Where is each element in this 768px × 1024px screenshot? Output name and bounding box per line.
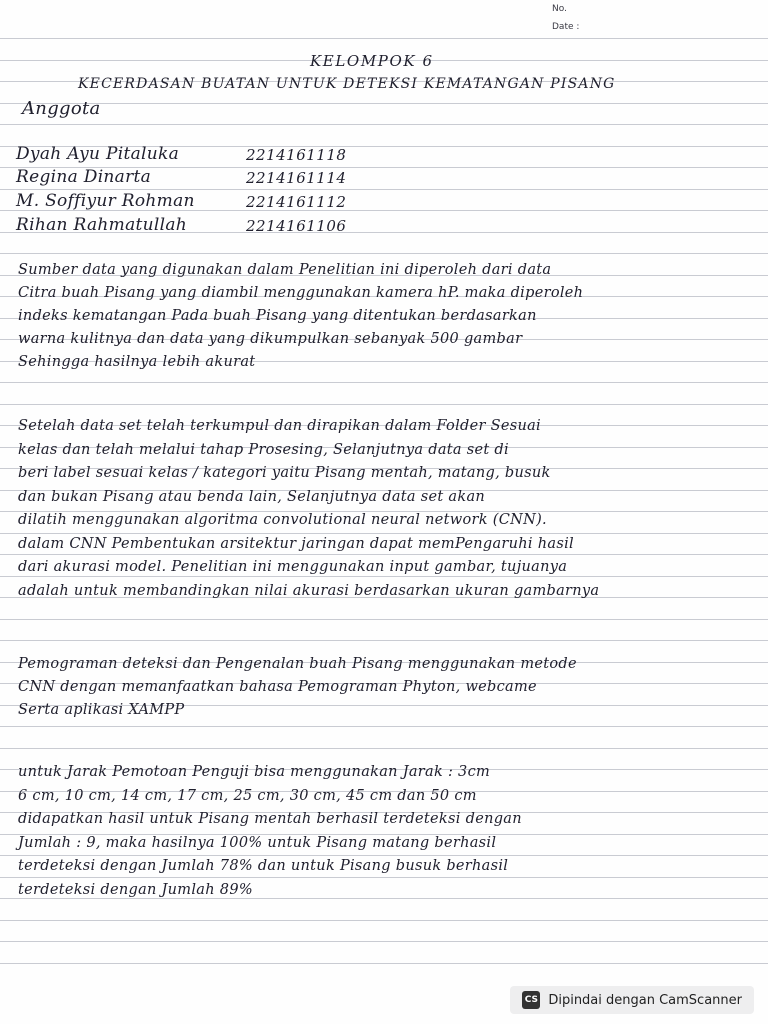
group-title: KELOMPOK 6 bbox=[310, 52, 434, 70]
members-label: Anggota bbox=[22, 98, 101, 119]
rule-line bbox=[0, 877, 768, 878]
camscanner-logo-icon: CS bbox=[522, 991, 540, 1009]
paragraph-line: adalah untuk membandingkan nilai akurasi berdasarkan ukuran gambarnya bbox=[18, 583, 600, 599]
rule-line bbox=[0, 920, 768, 921]
rule-line bbox=[0, 748, 768, 749]
paragraph-line: warna kulitnya dan data yang dikumpulkan sebanyak 500 gambar bbox=[18, 331, 523, 347]
paragraph-line: Citra buah Pisang yang diambil menggunakan kamera hP. maka diperoleh bbox=[18, 285, 584, 301]
paragraph-line: didapatkan hasil untuk Pisang mentah berhasil terdeteksi dengan bbox=[18, 811, 522, 827]
member-name: Rihan Rahmatullah bbox=[16, 215, 188, 235]
paragraph-line: dari akurasi model. Penelitian ini menggunakan input gambar, tujuanya bbox=[18, 559, 568, 575]
camscanner-label: Dipindai dengan CamScanner bbox=[548, 992, 742, 1008]
rule-line bbox=[0, 404, 768, 405]
rule-line bbox=[0, 103, 768, 104]
rule-line bbox=[0, 382, 768, 383]
paragraph-line: Sehingga hasilnya lebih akurat bbox=[18, 354, 256, 370]
rule-line bbox=[0, 941, 768, 942]
member-nim: 2214161114 bbox=[246, 169, 347, 187]
date-label: Date : bbox=[552, 22, 580, 32]
paragraph-line: dalam CNN Pembentukan arsitektur jaringan dapat memPengaruhi hasil bbox=[18, 536, 574, 552]
member-name: M. Soffiyur Rohman bbox=[16, 191, 195, 211]
member-name: Dyah Ayu Pitaluka bbox=[16, 144, 180, 164]
rule-line bbox=[0, 576, 768, 577]
paragraph-line: Setelah data set telah terkumpul dan dirapikan dalam Folder Sesuai bbox=[18, 418, 541, 434]
paragraph-line: terdeteksi dengan Jumlah 78% dan untuk Pisang busuk berhasil bbox=[18, 858, 509, 874]
rule-line bbox=[0, 38, 768, 39]
member-name: Regina Dinarta bbox=[16, 167, 152, 187]
paragraph-line: kelas dan telah melalui tahap Prosesing, Selanjutnya data set di bbox=[18, 442, 509, 458]
paragraph-line: dilatih menggunakan algoritma convolutional neural network (CNN). bbox=[18, 512, 547, 528]
rule-line bbox=[0, 640, 768, 641]
paragraph-line: CNN dengan memanfaatkan bahasa Pemograman Phyton, webcame bbox=[18, 679, 537, 695]
rule-line bbox=[0, 533, 768, 534]
paragraph-line: Sumber data yang digunakan dalam Penelitian ini diperoleh dari data bbox=[18, 262, 552, 278]
no-label: No. bbox=[552, 4, 567, 14]
paragraph-line: dan bukan Pisang atau benda lain, Selanjutnya data set akan bbox=[18, 489, 486, 505]
paragraph-line: untuk Jarak Pemotoan Penguji bisa menggunakan Jarak : 3cm bbox=[18, 764, 491, 780]
paragraph-line: indeks kematangan Pada buah Pisang yang ditentukan berdasarkan bbox=[18, 308, 537, 324]
rule-line bbox=[0, 124, 768, 125]
project-title: KECERDASAN BUATAN UNTUK DETEKSI KEMATANGAN PISANG bbox=[78, 76, 616, 92]
paragraph-line: Jumlah : 9, maka hasilnya 100% untuk Pisang matang berhasil bbox=[18, 835, 497, 851]
rule-line bbox=[0, 189, 768, 190]
rule-line bbox=[0, 898, 768, 899]
rule-line bbox=[0, 726, 768, 727]
member-nim: 2214161112 bbox=[246, 193, 347, 211]
camscanner-badge bbox=[510, 986, 754, 1014]
rule-line bbox=[0, 554, 768, 555]
paragraph-line: Serta aplikasi XAMPP bbox=[18, 702, 185, 718]
paragraph-line: Pemograman deteksi dan Pengenalan buah Pisang menggunakan metode bbox=[18, 656, 577, 672]
paragraph-line: terdeteksi dengan Jumlah 89% bbox=[18, 882, 253, 898]
paragraph-line: 6 cm, 10 cm, 14 cm, 17 cm, 25 cm, 30 cm, 45 cm dan 50 cm bbox=[18, 788, 477, 804]
member-nim: 2214161106 bbox=[246, 217, 347, 235]
rule-line bbox=[0, 855, 768, 856]
rule-line bbox=[0, 253, 768, 254]
member-nim: 2214161118 bbox=[246, 146, 347, 164]
paragraph-line: beri label sesuai kelas / kategori yaitu Pisang mentah, matang, busuk bbox=[18, 465, 551, 481]
rule-line bbox=[0, 963, 768, 964]
rule-line bbox=[0, 619, 768, 620]
